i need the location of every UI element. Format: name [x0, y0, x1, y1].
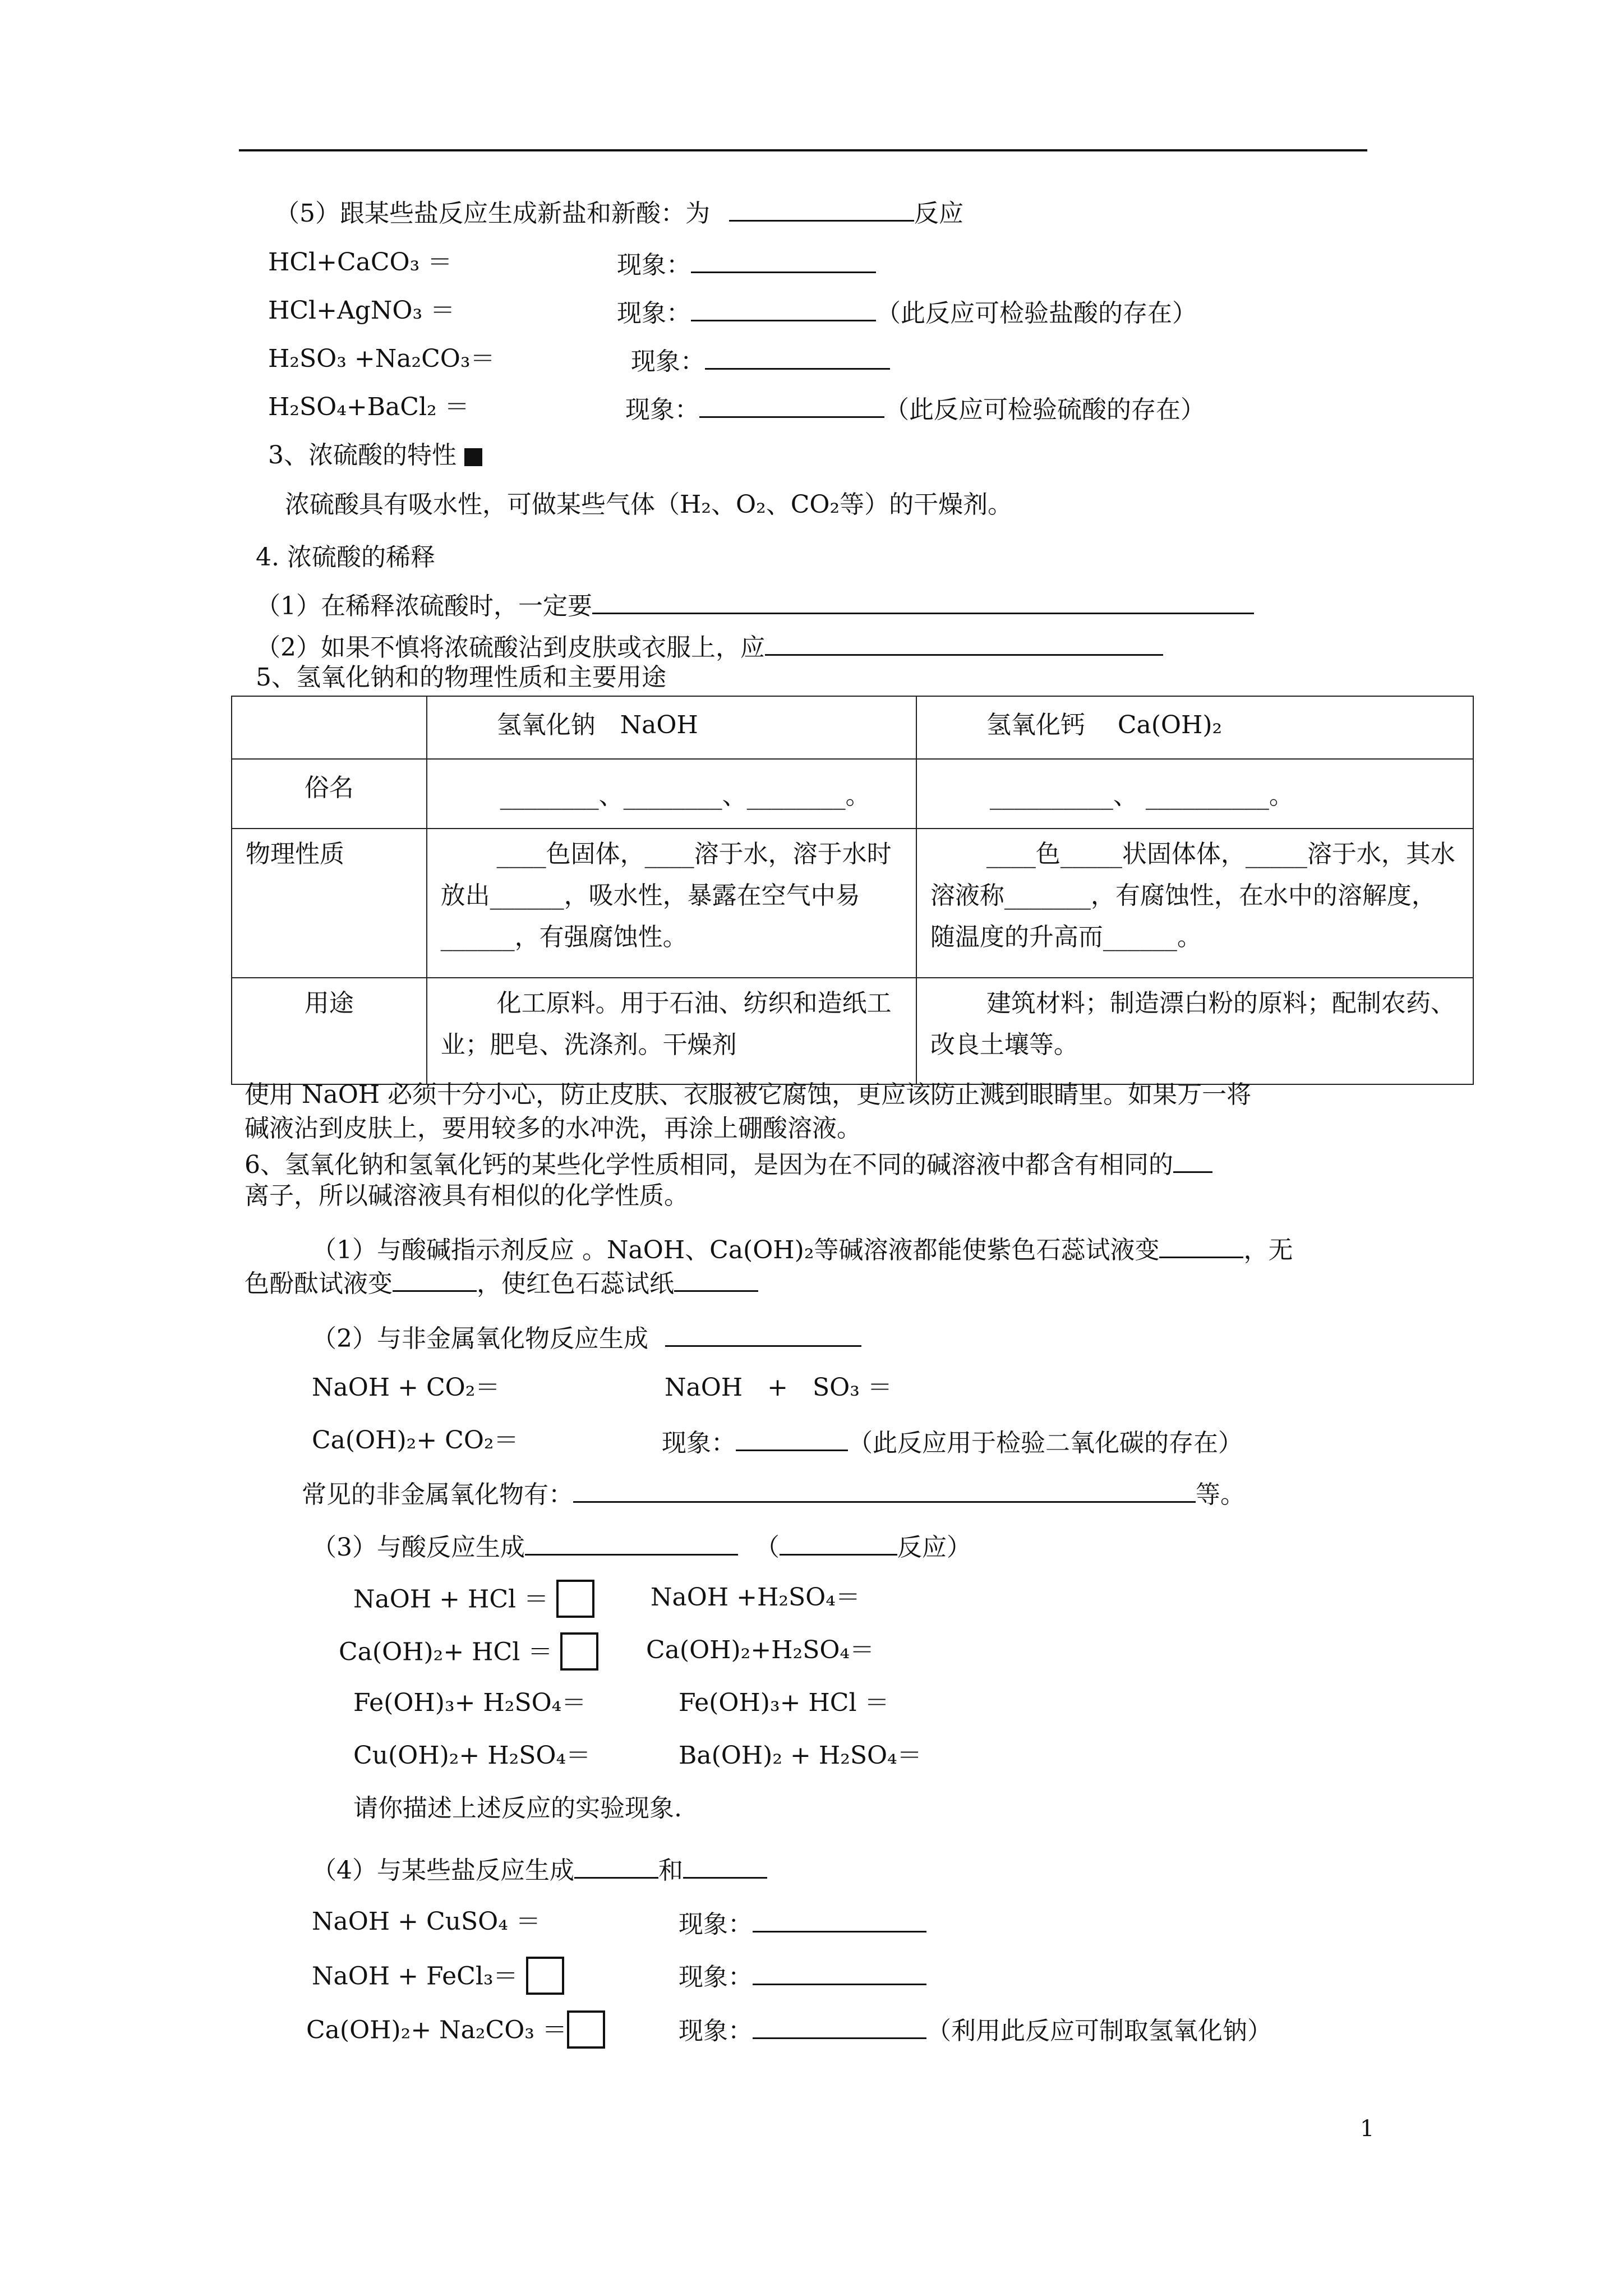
s6-p1b-mid: ，使红色石蕊试纸 [477, 1269, 674, 1298]
s6-p4-and: 和 [658, 1856, 683, 1885]
s6-p4 [312, 1852, 767, 1887]
properties-table [231, 696, 1474, 1085]
s6-phen4-1 [679, 1906, 926, 1940]
table-row-label: 俗名 [232, 759, 427, 829]
s6-describe: 请你描述上述反应的实验现象. [353, 1794, 682, 1823]
table-cell-caoh-names: __________、 __________。 [916, 759, 1473, 829]
s4-q2 [256, 629, 1163, 664]
s5b-title: 5、氢氧化钠和的物理性质和主要用途 [256, 663, 666, 692]
s6-p3-text: （3）与酸反应生成 [312, 1533, 525, 1562]
s6-eq-naoh-co2: NaOH + CO₂＝ [312, 1373, 500, 1402]
blank[interactable] [574, 1852, 658, 1879]
table-row-label: 物理性质 [232, 829, 427, 978]
s6-line1-text: 6、氢氧化钠和氢氧化钙的某些化学性质相同，是因为在不同的碱溶液中都含有相同的 [245, 1151, 1173, 1179]
s5-phen-3 [631, 343, 890, 378]
table-head-empty [232, 696, 427, 759]
s4-q2-text: （2）如果不慎将浓硫酸沾到皮肤或衣服上，应 [256, 633, 765, 662]
s5-eq-1: HCl+CaCO₃ ＝ [268, 248, 453, 277]
s6-phen4-3 [679, 2013, 1272, 2047]
answer-box[interactable] [560, 1632, 598, 1671]
eq-text: Ca(OH)₂+ Na₂CO₃ ＝ [306, 2016, 567, 2045]
phen-label: 现象： [679, 1963, 753, 1991]
table-head-naoh: 氢氧化钠 NaOH [427, 696, 916, 759]
blank[interactable] [705, 343, 890, 370]
blank[interactable] [780, 1529, 897, 1556]
blank[interactable] [691, 295, 876, 321]
s6-eq-caoh-co2: Ca(OH)₂+ CO₂＝ [312, 1426, 519, 1455]
s6-p3 [312, 1529, 971, 1563]
s6-p1a [312, 1232, 1293, 1266]
s6-eq3-6: Fe(OH)₃+ HCl ＝ [679, 1688, 889, 1717]
s6-eq-naoh-so3: NaOH + SO₃ ＝ [665, 1373, 892, 1402]
eq-text: Ca(OH)₂+ HCl ＝ [339, 1637, 553, 1667]
s6-p3-paren-r: 反应） [897, 1533, 971, 1562]
naoh-note-1: 使用 NaOH 必须十分小心，防止皮肤、衣服被它腐蚀，更应该防止溅到眼睛里。如果万一将 [245, 1080, 1252, 1109]
s5-note-2: （此反应可检验盐酸的存在） [876, 299, 1197, 328]
s5-title-tail: 反应 [914, 199, 963, 228]
phen-label: 现象： [662, 1429, 736, 1457]
phen-label: 现象： [631, 347, 705, 376]
s4-q1-text: （1）在稀释浓硫酸时，一定要 [256, 592, 592, 620]
blank[interactable] [753, 2013, 926, 2039]
s6-line2: 离子，所以碱溶液具有相似的化学性质。 [245, 1181, 689, 1210]
blank[interactable] [525, 1529, 738, 1556]
blank[interactable] [1159, 1232, 1243, 1258]
table-cell-caoh-use: 建筑材料；制造漂白粉的原料；配制农药、改良土壤等。 [916, 978, 1473, 1084]
s5-eq-2: HCl+AgNO₃ ＝ [268, 296, 455, 325]
blank[interactable] [393, 1266, 477, 1292]
s6-p1b [245, 1266, 758, 1300]
blank[interactable] [674, 1266, 758, 1292]
s6-eq3-4: Ca(OH)₂+H₂SO₄＝ [646, 1636, 875, 1664]
s6-p1b-text: 色酚酞试液变 [245, 1269, 393, 1298]
phen-label: 现象： [625, 395, 699, 424]
answer-box[interactable] [526, 1957, 564, 1995]
blank[interactable] [691, 247, 876, 273]
answer-box[interactable] [567, 2010, 605, 2049]
blank[interactable] [765, 629, 1163, 656]
s4-title: 4. 浓硫酸的稀释 [256, 543, 435, 572]
s6-p3-paren-l: （ [755, 1533, 780, 1562]
black-square-icon [464, 448, 482, 466]
table-cell-caoh-phys: ____色_____状固体体，_____溶于水，其水溶液称_______，有腐蚀性，在水中的溶解度，随温度的升高而______。 [916, 829, 1473, 978]
blank[interactable] [1173, 1147, 1212, 1173]
s6-eq3-1 [353, 1582, 594, 1620]
phen-label: 现象： [617, 299, 691, 328]
naoh-note-2: 碱液沾到皮肤上，要用较多的水冲洗，再涂上硼酸溶液。 [245, 1114, 861, 1143]
blank[interactable] [699, 392, 884, 418]
s4-q1 [256, 588, 1254, 622]
s6-eq4-2 [312, 1959, 564, 1997]
s6-p2-text: （2）与非金属氧化物反应生成 [312, 1324, 648, 1353]
s5-eq-4: H₂SO₄+BaCl₂ ＝ [268, 393, 469, 421]
s3-title-text: 3、浓硫酸的特性 [268, 441, 457, 470]
s6-nonmetal [302, 1476, 1245, 1511]
blank[interactable] [753, 1959, 926, 1985]
s3-body: 浓硫酸具有吸水性，可做某些气体（H₂、O₂、CO₂等）的干燥剂。 [285, 490, 1013, 519]
phen-label: 现象： [617, 251, 691, 279]
s5-note-4: （此反应可检验硫酸的存在） [884, 395, 1205, 424]
s6-p4-text: （4）与某些盐反应生成 [312, 1856, 574, 1885]
s3-title [268, 440, 482, 471]
blank[interactable] [729, 195, 914, 222]
blank[interactable] [736, 1425, 848, 1451]
s6-eq4-3 [306, 2013, 605, 2051]
page-number: 1 [1360, 2116, 1375, 2142]
table-row-label: 用途 [232, 978, 427, 1084]
table-cell-naoh-use: 化工原料。用于石油、纺织和造纸工业；肥皂、洗涤剂。干燥剂 [427, 978, 916, 1084]
table-cell-naoh-names: ________、________、________。 [427, 759, 916, 829]
s6-phen4-2 [679, 1959, 926, 1993]
s6-eq3-8: Ba(OH)₂ + H₂SO₄＝ [679, 1741, 922, 1770]
s6-note-make: （利用此反应可制取氢氧化钠） [926, 2017, 1272, 2045]
s5-phen-1 [617, 247, 876, 281]
phen-label: 现象： [679, 1910, 753, 1939]
s6-line1 [245, 1147, 1212, 1181]
table-head-caoh: 氢氧化钙 Ca(OH)₂ [916, 696, 1473, 759]
s5-eq-3: H₂SO₃ +Na₂CO₃＝ [268, 344, 495, 373]
s6-p1a-tail: ，无 [1243, 1236, 1293, 1264]
s6-nonmetal-text: 常见的非金属氧化物有： [302, 1480, 573, 1509]
s6-eq3-5: Fe(OH)₃+ H₂SO₄＝ [353, 1688, 587, 1717]
s6-eq4-1: NaOH + CuSO₄ ＝ [312, 1907, 541, 1936]
s6-note-co2: （此反应用于检验二氧化碳的存在） [848, 1429, 1243, 1457]
blank[interactable] [665, 1320, 861, 1347]
s6-eq3-7: Cu(OH)₂+ H₂SO₄＝ [353, 1741, 591, 1770]
s6-eq3-2: NaOH +H₂SO₄＝ [651, 1583, 860, 1612]
s5-phen-2 [617, 295, 1197, 329]
eq-text: NaOH + HCl ＝ [353, 1585, 549, 1614]
s5-phen-4 [625, 392, 1205, 426]
answer-box[interactable] [556, 1580, 594, 1618]
blank[interactable] [683, 1852, 767, 1879]
s5-title [275, 195, 963, 229]
s5-title-text: （5）跟某些盐反应生成新盐和新酸：为 [275, 199, 710, 228]
blank[interactable] [592, 588, 1254, 614]
s6-p1a-text: （1）与酸碱指示剂反应 。NaOH、Ca(OH)₂等碱溶液都能使紫色石蕊试液变 [312, 1236, 1160, 1264]
s6-eq3-3 [339, 1635, 598, 1673]
header-rule [239, 149, 1367, 151]
table-cell-naoh-phys: ____色固体，____溶于水，溶于水时放出______，吸水性，暴露在空气中易______，有强腐蚀性。 [427, 829, 916, 978]
s6-nonmetal-tail: 等。 [1196, 1480, 1245, 1509]
s6-p2 [312, 1320, 861, 1355]
blank[interactable] [573, 1476, 1196, 1503]
s6-phen-co2 [662, 1425, 1243, 1459]
phen-label: 现象： [679, 2017, 753, 2045]
eq-text: NaOH + FeCl₃＝ [312, 1962, 518, 1991]
blank[interactable] [753, 1906, 926, 1932]
